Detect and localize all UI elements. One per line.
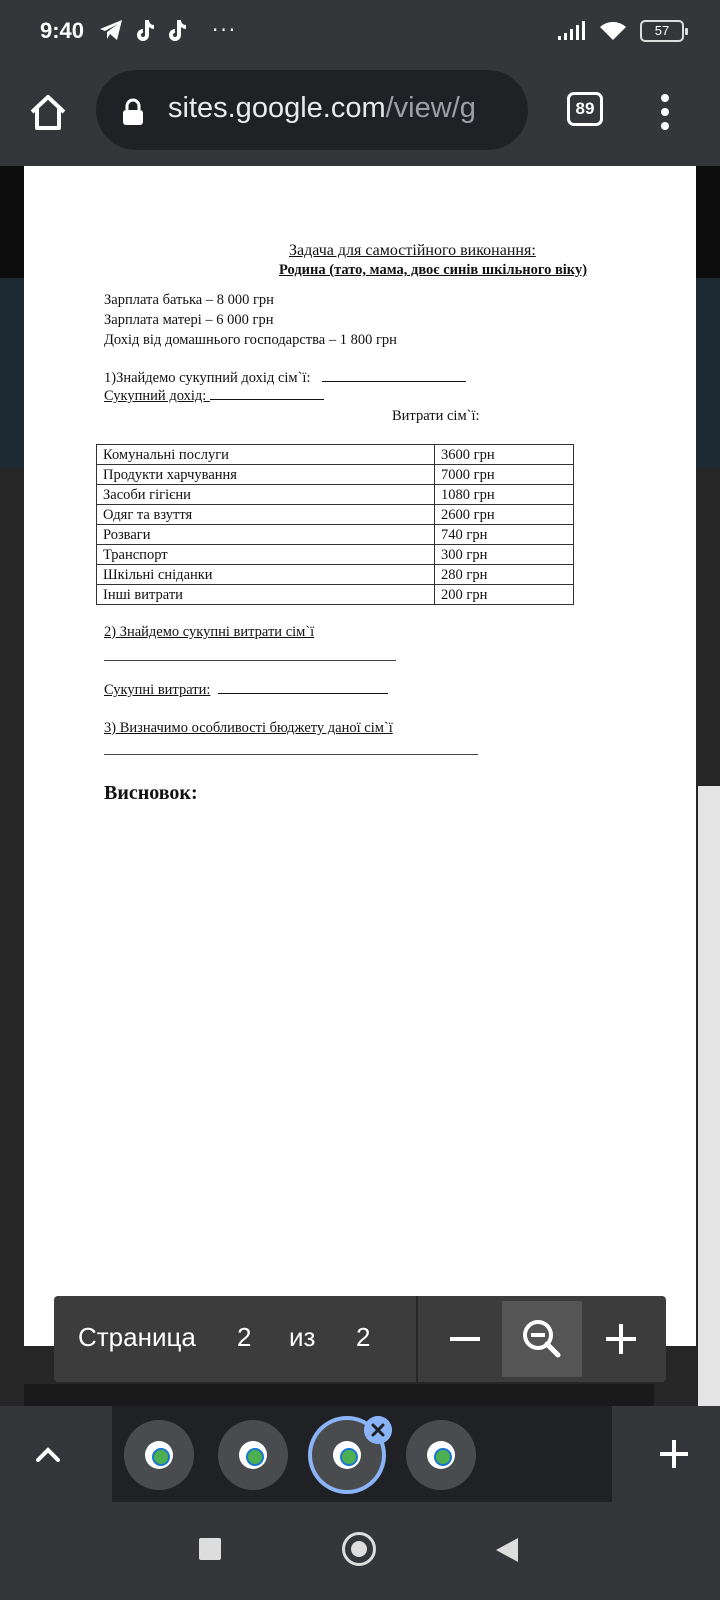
expense-name: Одяг та взуття	[97, 505, 435, 525]
tab-strip-tabs	[112, 1406, 612, 1502]
page-of-label: из	[289, 1322, 316, 1352]
answer-line	[104, 754, 478, 755]
system-navigation-bar	[0, 1502, 720, 1600]
expense-name: Шкільні сніданки	[97, 565, 435, 585]
telegram-icon	[98, 18, 124, 42]
expense-amount: 2600 грн	[435, 505, 574, 525]
zoom-out-button[interactable]	[428, 1301, 502, 1377]
site-favicon-icon	[145, 1441, 173, 1469]
total-expenses	[104, 682, 388, 699]
tab-strip	[0, 1406, 720, 1502]
wifi-icon	[598, 20, 628, 42]
url-text	[168, 92, 476, 125]
home-nav-icon[interactable]	[342, 1532, 376, 1566]
tab-thumbnail[interactable]	[406, 1420, 476, 1490]
tab-switcher-button[interactable]: 89	[567, 92, 603, 126]
table-row	[97, 485, 574, 505]
answer-blank	[218, 682, 388, 694]
back-icon[interactable]	[494, 1536, 520, 1564]
tab-thumbnail[interactable]	[124, 1420, 194, 1490]
total-income-label: Сукупний дохід:	[104, 388, 207, 404]
current-page: 2	[237, 1322, 252, 1352]
income-line: Дохід від домашнього господарства – 1 800 грн	[104, 332, 397, 348]
battery-icon: 57	[640, 20, 684, 42]
expense-amount: 300 грн	[435, 545, 574, 565]
lock-icon	[122, 98, 144, 126]
answer-blank	[322, 370, 466, 382]
pdf-viewer[interactable]	[0, 166, 720, 1406]
address-bar[interactable]	[96, 70, 528, 150]
site-favicon-icon	[239, 1441, 267, 1469]
home-icon[interactable]	[26, 90, 70, 134]
total-pages: 2	[356, 1322, 371, 1352]
table-row	[97, 505, 574, 525]
overflow-menu-icon[interactable]	[650, 92, 680, 132]
more-notifications-icon: ···	[212, 18, 238, 42]
status-time: 9:40	[40, 18, 85, 43]
table-row	[97, 465, 574, 485]
page-label: Страница	[78, 1322, 196, 1352]
income-line: Зарплата батька – 8 000 грн	[104, 292, 274, 308]
income-line: Зарплата матері – 6 000 грн	[104, 312, 274, 328]
expense-name: Продукти харчування	[97, 465, 435, 485]
total-expenses-label: Сукупні витрати:	[104, 682, 211, 698]
expense-name: Розваги	[97, 525, 435, 545]
table-row	[97, 445, 574, 465]
task-1	[104, 370, 466, 387]
table-row	[97, 545, 574, 565]
table-row	[97, 565, 574, 585]
site-favicon-icon	[333, 1441, 361, 1469]
next-page-preview	[24, 1384, 654, 1406]
expense-name: Засоби гігієни	[97, 485, 435, 505]
page-indicator-panel	[54, 1296, 666, 1382]
zoom-in-button[interactable]	[584, 1301, 658, 1377]
expense-amount: 3600 грн	[435, 445, 574, 465]
document-subtitle: Родина (тато, мама, двоє синів шкільного віку)	[279, 262, 588, 278]
document-title: Задача для самостійного виконання:	[289, 242, 536, 259]
url-domain: sites.google.com	[168, 92, 386, 124]
task-3: 3) Визначимо особливості бюджету даної сім`ї	[104, 720, 393, 736]
total-income	[104, 388, 324, 405]
conclusion-heading: Висновок:	[104, 782, 198, 804]
status-bar	[0, 0, 720, 68]
expense-name: Інші витрати	[97, 585, 435, 605]
zoom-reset-icon[interactable]	[502, 1301, 582, 1377]
tab-thumbnail[interactable]	[218, 1420, 288, 1490]
table-row	[97, 585, 574, 605]
tiktok-icon	[166, 18, 188, 42]
expense-amount: 1080 грн	[435, 485, 574, 505]
chevron-up-icon[interactable]	[30, 1436, 66, 1472]
task-1-text: 1)Знайдемо сукупний дохід сім`ї:	[104, 370, 311, 386]
scrollbar[interactable]	[698, 786, 720, 1406]
close-tab-icon[interactable]	[364, 1416, 392, 1444]
url-path: /view/g	[385, 92, 476, 124]
expense-amount: 280 грн	[435, 565, 574, 585]
new-tab-icon[interactable]	[654, 1434, 694, 1474]
tiktok-icon	[134, 18, 156, 42]
expense-amount: 740 грн	[435, 525, 574, 545]
expense-amount: 7000 грн	[435, 465, 574, 485]
pdf-page	[24, 166, 696, 1346]
expense-name: Транспорт	[97, 545, 435, 565]
expense-name: Комунальні послуги	[97, 445, 435, 465]
signal-icon	[556, 21, 586, 41]
recents-icon[interactable]	[199, 1538, 221, 1560]
system-icons	[556, 20, 684, 42]
expenses-title: Витрати сім`ї:	[392, 408, 480, 424]
site-favicon-icon	[427, 1441, 455, 1469]
notification-icons	[98, 18, 237, 42]
answer-line	[104, 660, 396, 661]
table-row	[97, 525, 574, 545]
expense-amount: 200 грн	[435, 585, 574, 605]
expenses-table	[96, 444, 574, 605]
task-2: 2) Знайдемо сукупні витрати сім`ї	[104, 624, 315, 640]
answer-blank	[210, 388, 324, 400]
browser-toolbar	[0, 68, 720, 166]
panel-divider	[416, 1296, 418, 1382]
